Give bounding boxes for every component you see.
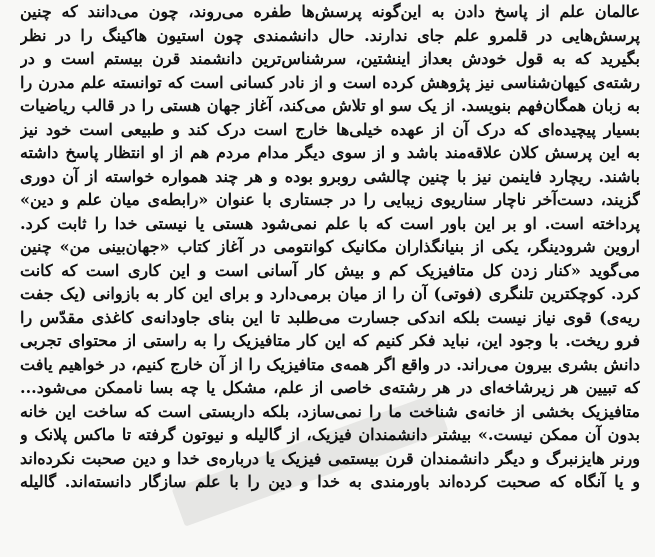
text-line: دانش بشری بیرون می‌راند. در واقع اگر همه‌ی متافیزیک را از آن خارج کنیم، در خواهیم یافت — [20, 354, 640, 374]
text-line: رشته‌ی کیهان‌شناسی نیز پژوهش کرده است و از نادر کسانی است که توانسته علم مدرن را — [20, 72, 640, 92]
text-line: ورنر هایزنبرگ و دیگر دانشمندان قرن بیستمی فیزیک یا درباره‌ی خدا و دین صحبت نکرده‌اند — [20, 448, 640, 468]
text-line: عالمان علم از پاسخ دادن به این‌گونه پرسش‌ها طفره می‌روند، چون می‌دانند که چنین — [20, 2, 640, 21]
text-line: باشند. ریچارد فاینمن نیز با چنین چالشی روبرو بوده و هر چند همواره خواسته از آن دوری — [20, 166, 640, 186]
text-line: به زبان همگان‌فهم بنویسد. از یک سو او تلاش می‌کند، آغاز جهان هستی را در قالب ریاضیات — [20, 96, 640, 115]
text-line: اروین شرودینگر، یکی از بنیانگذاران مکانیک کوانتومی در آغاز کتاب «جهان‌بینی من» چنین — [20, 237, 640, 256]
text-line: پرسش‌هایی در قلمرو علم جای ندارند. حال دانشمندی چون استیون هاکینگ را در نظر — [20, 25, 640, 45]
text-line: پرداخته است. او بر این باور است که با علم نمی‌شود هستی یا نیستی خدا را ثابت کرد. — [20, 213, 640, 233]
text-line: ریه‌ی) قوی نیاز نیست بلکه اندکی جسارت می‌طلبد تا این بنای جاودانه‌ی کاغذی مقدّس را — [20, 307, 640, 327]
text-line: بسیار پیچیده‌ای که درک آن از عهده خیلی‌ها خارج است درک کند و طبیعی است خود نیز — [20, 119, 640, 139]
text-line: بدون آن ممکن نیست.» بیشتر دانشمندان فیزیک، از گالیله و نیوتون گرفته تا ماکس پلانک و — [20, 425, 640, 444]
text-line: گزیند، دست‌آخر ناچار سناریوی زیبایی را در جستاری با عنوان «رابطه‌ی میان علم و دین» — [20, 190, 640, 209]
text-line: که تبیین هر زیرشاخه‌ای در هر رشته‌ی خاصی از علم، مشکل یا چه بسا ناممکن می‌شود... — [20, 378, 640, 397]
body-text — [20, 0, 640, 494]
text-line: و یا آنگاه که صحبت کرده‌اند باورمندی به خدا و دین را با علم سازگار دانسته‌اند. گالیله — [20, 472, 640, 491]
text-line: فرو ریخت. با وجود این، نباید فکر کنیم که این کار متافیزیک را به راستی از محتوای تجربی — [20, 331, 640, 350]
text-line: متافیزیک بخشی از خانه‌ی شناخت ما را نمی‌سازد، بلکه داربستی است که ساخت این خانه — [20, 401, 640, 421]
text-line: می‌گوید «کنار زدن کل متافیزیک کم و بیش کار آسانی است و این کاری است که کانت — [20, 260, 640, 280]
text-line: به این پرسش کلان علاقه‌مند باشد و از سوی دیگر مدام مردم هم از او انتظار پاسخ داشته — [20, 143, 640, 162]
text-line: بگیرید که به قول خودش بعداز اینشتین، سرشناس‌ترین دانشمند قرن بیستم است و در — [20, 49, 640, 68]
text-line: کرد. کوچکترین تلنگری (فوتی) آن را از میان برمی‌دارد و برای این کار به بازوانی (یک جفت — [20, 284, 640, 303]
